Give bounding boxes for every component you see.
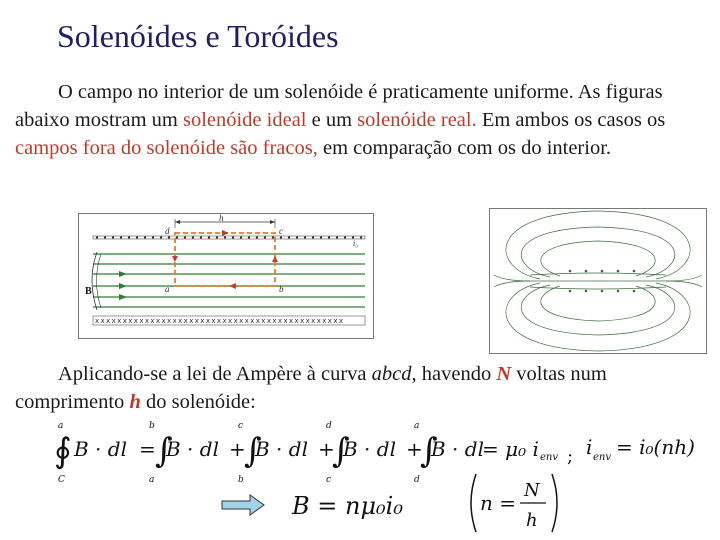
curve-abcd: abcd <box>371 363 412 385</box>
n-def-lhs: n = <box>480 491 516 515</box>
svg-text:+: + <box>406 437 423 461</box>
intro-text-4: em comparação com os do interior. <box>317 137 612 159</box>
n-def-denominator: h <box>526 510 538 531</box>
equation-rhs: = μ₀ i <box>482 437 539 461</box>
real-solenoid-highlight: solenóide real. <box>357 109 477 131</box>
result-formula: B = nμ₀i₀ <box>292 492 403 520</box>
ampere-text-1: Aplicando-se a lei de Ampère à curva <box>58 363 372 385</box>
ideal-solenoid-figure <box>78 213 374 339</box>
closed-integral-sign: ∮ <box>54 431 72 471</box>
ienv-symbol: i <box>586 435 593 459</box>
limit-top-2: b <box>149 421 155 431</box>
intro-text-1: O campo no interior de um solenóide é praticamente uniforme. As figuras abaixo mostram um <box>15 81 663 131</box>
var-N: N <box>496 363 512 385</box>
implies-arrow-icon <box>220 493 266 517</box>
intro-text-3: Em ambos os casos os <box>476 109 666 131</box>
field-result-equation <box>288 484 428 524</box>
svg-text:+: + <box>318 437 335 461</box>
slide-title: Solenóides e Toróides <box>57 18 339 54</box>
limit-top-3: c <box>238 421 244 431</box>
integrand-3: B · dl <box>255 437 308 461</box>
integrand-2: B · dl <box>166 437 219 461</box>
ampere-text-4: do solenóide: <box>140 391 256 413</box>
ideal-solenoid-diagram <box>79 214 373 338</box>
limit-bottom-5: d <box>414 475 420 485</box>
ideal-solenoid-highlight: solenóide ideal <box>182 109 307 131</box>
integral-sign-2: ∫ <box>155 431 173 471</box>
intro-paragraph <box>15 78 705 162</box>
var-h: h <box>129 391 141 413</box>
weak-field-highlight: campos fora do solenóide são fracos, <box>15 137 318 159</box>
ampere-integral-equation <box>50 416 715 488</box>
label-d: d <box>165 226 170 236</box>
limit-bottom-4: c <box>326 475 332 485</box>
limit-bottom-1: C <box>58 475 65 485</box>
top-windings <box>96 236 362 238</box>
label-a: a <box>165 284 170 294</box>
ienv-rhs: = i₀(nh) <box>616 435 695 459</box>
n-def-numerator: N <box>524 480 540 501</box>
integral-sign-3: ∫ <box>244 431 262 471</box>
integral-sign-5: ∫ <box>420 431 438 471</box>
equation-rhs-sub: env <box>540 452 559 463</box>
integrand-1: B · dl <box>74 437 127 461</box>
label-b: b <box>279 284 284 294</box>
label-i0: i₀ <box>353 239 359 248</box>
label-c: c <box>279 226 283 236</box>
integral-sign-4: ∫ <box>332 431 350 471</box>
ampere-text-3: voltas num comprimento <box>15 363 607 413</box>
intro-text-2: e um <box>306 109 358 131</box>
limit-top-1: a <box>58 421 64 431</box>
limit-top-4: d <box>326 421 332 431</box>
label-B: B <box>85 286 92 297</box>
svg-text:=: = <box>139 437 156 461</box>
integrand-5: B · dl <box>431 437 484 461</box>
limit-top-5: a <box>414 421 420 431</box>
ampere-text-2: , havendo <box>411 363 497 385</box>
ienv-sub: env <box>593 452 612 463</box>
svg-text:xxxxxxxxxxxxxxxxxxxxxxxxxxxxxx: xxxxxxxxxxxxxxxxxxxxxxxxxxxxxxxxxxxxxxxxxxxxx <box>95 317 345 325</box>
limit-bottom-3: b <box>238 475 244 485</box>
integrand-4: B · dl <box>343 437 396 461</box>
ampere-paragraph <box>15 360 705 416</box>
real-solenoid-figure <box>489 208 707 354</box>
equation-separator: ; <box>567 446 574 467</box>
label-h: h <box>219 214 224 223</box>
real-solenoid-diagram <box>490 209 706 353</box>
limit-bottom-2: a <box>149 475 155 485</box>
n-definition <box>466 470 566 536</box>
svg-text:+: + <box>229 437 246 461</box>
